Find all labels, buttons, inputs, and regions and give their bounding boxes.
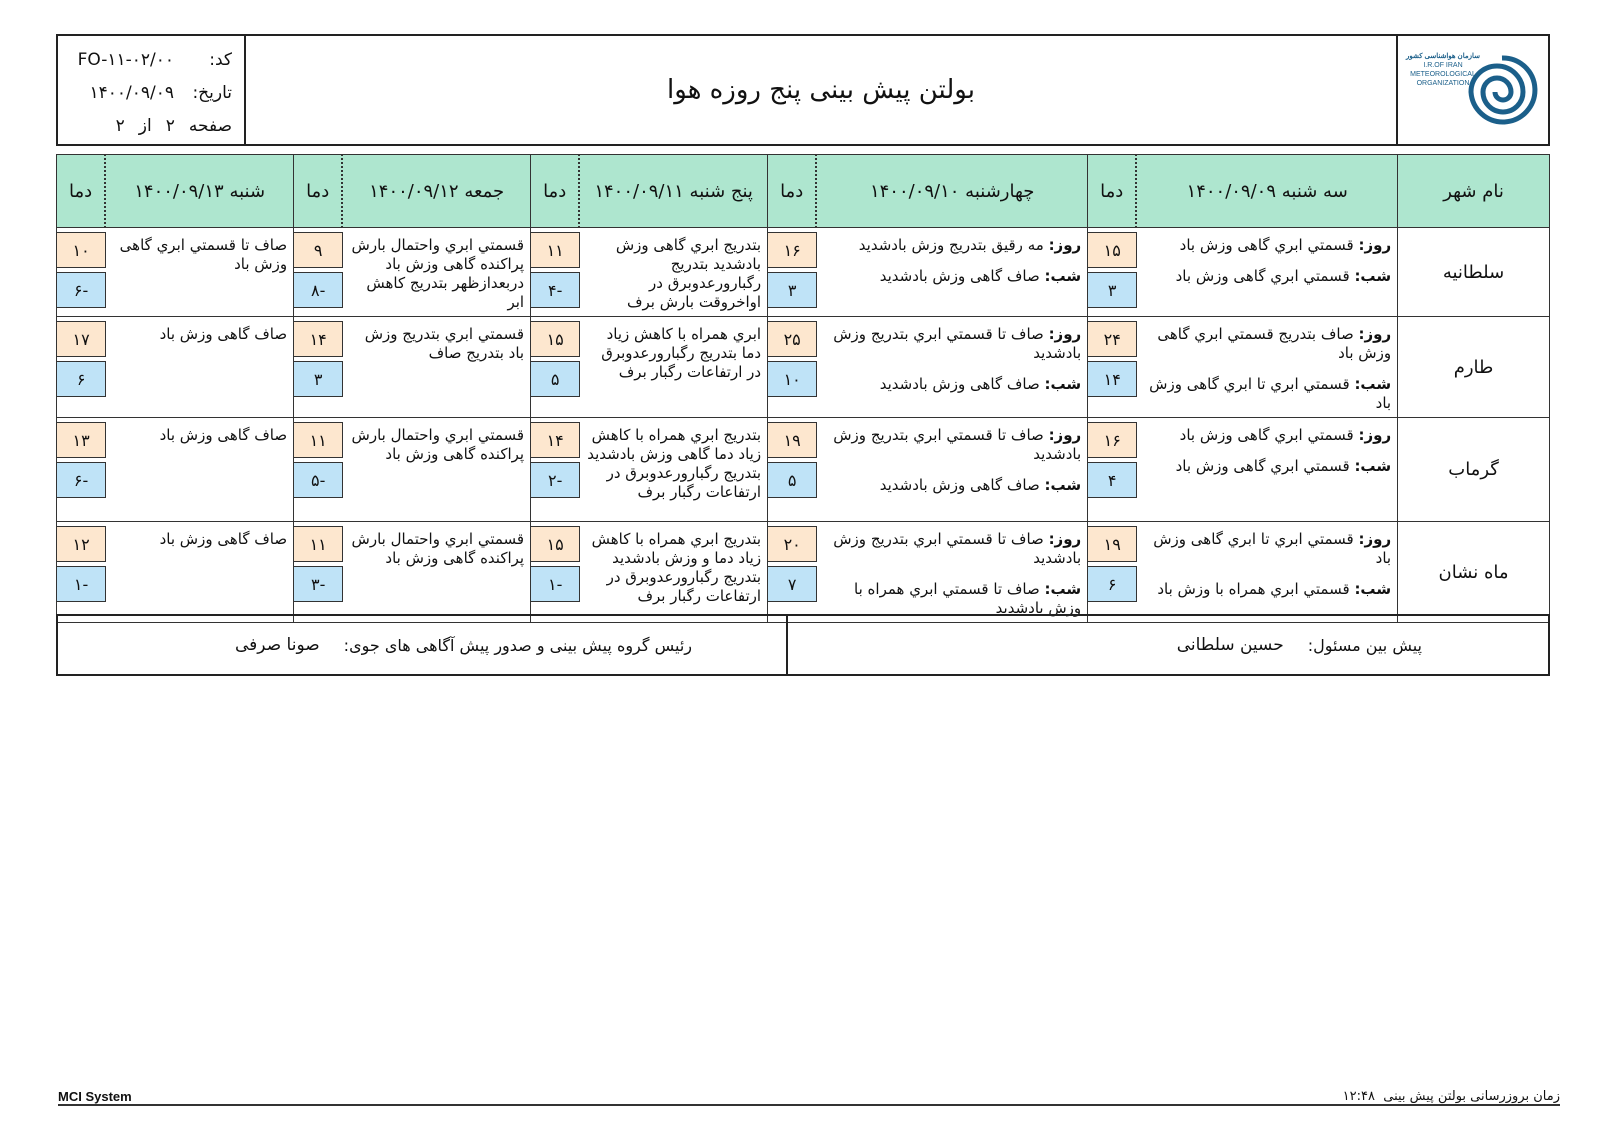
page-title: بولتن پیش بینی پنج روزه هوا xyxy=(667,75,975,105)
min-temp: -۲ xyxy=(530,462,580,498)
temp-header: دما xyxy=(294,155,343,228)
min-temp: -۱ xyxy=(56,566,106,602)
max-temp: ۱۵ xyxy=(530,321,580,357)
max-temp: ۲۴ xyxy=(1087,321,1137,357)
forecast-cell: بتدريج ابري گاهی وزش بادشدید بتدریج رگبارورعدوبرق در اواخروقت بارش برف xyxy=(579,228,767,317)
max-temp: ۱۴ xyxy=(530,422,580,458)
forecast-cell: روز: قسمتي ابري گاهی وزش باد شب: قسمتي ابري گاهی وزش باد xyxy=(1136,228,1397,317)
temp-cell xyxy=(768,522,817,623)
max-temp: ۱۶ xyxy=(767,232,817,268)
forecast-cell: قسمتي ابري واحتمال بارش پراکنده گاهی وزش باد دربعدازظهر بتدریج کاهش ابر xyxy=(342,228,530,317)
forecast-cell: صاف گاهی وزش باد xyxy=(105,522,293,623)
forecast-cell: ابري همراه با کاهش زياد دما بتدريج رگبارورعدوبرق در ارتفاعات رگبار برف xyxy=(579,317,767,418)
table-row xyxy=(57,228,1550,317)
forecast-cell: روز: صاف تا قسمتي ابري بتدريج وزش بادشدید شب: صاف تا قسمتي ابري همراه با وزش بادشدید xyxy=(816,522,1087,623)
min-temp: ۵ xyxy=(767,462,817,498)
temp-cell xyxy=(57,522,106,623)
temp-cell xyxy=(294,522,343,623)
table-row xyxy=(57,522,1550,623)
temp-cell xyxy=(1088,522,1137,623)
day-header-4: جمعه ۱۴۰۰/۰۹/۱۲ xyxy=(342,155,530,228)
date-row: تاریخ: ۱۴۰۰/۰۹/۰۹ xyxy=(58,77,232,110)
forecaster-name: حسین سلطانی xyxy=(1176,635,1284,655)
page-footer xyxy=(58,1082,1560,1106)
day-header-5: شنبه ۱۴۰۰/۰۹/۱۳ xyxy=(105,155,293,228)
max-temp: ۱۱ xyxy=(293,526,343,562)
max-temp: ۱۹ xyxy=(1087,526,1137,562)
forecast-cell: بتدريج ابري همراه با کاهش زياد دما گاهی وزش بادشدید بتدریج رگبارورعدوبرق در ارتفاعات رگبار برف xyxy=(579,418,767,522)
logo-text: سازمان هواشناسی کشور I.R.OF IRAN METEOROLOGICAL ORGANIZATION xyxy=(1406,53,1480,87)
forecast-cell: روز: قسمتي ابري تا ابري گاهی وزش باد شب: قسمتي ابري همراه با وزش باد xyxy=(1136,522,1397,623)
min-temp: -۸ xyxy=(293,272,343,308)
temp-header: دما xyxy=(768,155,817,228)
min-temp: ۶ xyxy=(1087,566,1137,602)
temp-cell xyxy=(57,228,106,317)
temp-cell xyxy=(531,522,580,623)
forecast-cell: صاف گاهی وزش باد xyxy=(105,317,293,418)
temp-cell xyxy=(531,418,580,522)
forecast-cell: قسمتي ابري بتدريج وزش باد بتدريج صاف xyxy=(342,317,530,418)
forecast-cell: روز: صاف بتدريج قسمتي ابري گاهی وزش باد شب: قسمتي ابري تا ابري گاهی وزش باد xyxy=(1136,317,1397,418)
spiral-logo-icon xyxy=(1463,48,1541,132)
min-temp: -۵ xyxy=(293,462,343,498)
code-row: کد: FO-۱۱-۰۲/۰۰ xyxy=(58,44,232,77)
temp-header: دما xyxy=(1088,155,1137,228)
meteorological-organization-logo xyxy=(1403,40,1543,140)
signature-box xyxy=(56,614,1550,676)
forecast-cell: روز: صاف تا قسمتي ابري بتدريج وزش بادشدید شب: صاف گاهی وزش بادشدید xyxy=(816,418,1087,522)
temp-cell xyxy=(768,228,817,317)
system-name: MCI System xyxy=(58,1089,132,1104)
min-temp: -۶ xyxy=(56,462,106,498)
day-header-2: چهارشنبه ۱۴۰۰/۰۹/۱۰ xyxy=(816,155,1087,228)
forecast-cell: قسمتي ابري واحتمال بارش پراکنده گاهی وزش باد xyxy=(342,522,530,623)
bulletin-header xyxy=(56,34,1550,146)
page-row: صفحه ۲ از ۲ xyxy=(115,116,232,136)
min-temp: ۱۴ xyxy=(1087,361,1137,397)
forecast-table xyxy=(56,154,1550,623)
temp-header: دما xyxy=(531,155,580,228)
min-temp: -۶ xyxy=(56,272,106,308)
max-temp: ۱۶ xyxy=(1087,422,1137,458)
max-temp: ۱۳ xyxy=(56,422,106,458)
temp-cell xyxy=(57,317,106,418)
forecaster-signature: پیش بین مسئول: حسین سلطانی xyxy=(1176,635,1422,655)
min-temp: ۷ xyxy=(767,566,817,602)
city-column-header: نام شهر xyxy=(1398,155,1550,228)
max-temp: ۹ xyxy=(293,232,343,268)
logo-cell xyxy=(1396,36,1548,144)
max-temp: ۲۵ xyxy=(767,321,817,357)
table-row xyxy=(57,418,1550,522)
max-temp: ۱۵ xyxy=(530,526,580,562)
table-row xyxy=(57,317,1550,418)
max-temp: ۱۵ xyxy=(1087,232,1137,268)
temp-cell xyxy=(57,418,106,522)
temp-cell xyxy=(294,317,343,418)
forecast-cell: روز: صاف تا قسمتي ابري بتدريج وزش بادشدید شب: صاف گاهی وزش بادشدید xyxy=(816,317,1087,418)
city-name: ماه نشان xyxy=(1398,522,1550,623)
min-temp: ۴ xyxy=(1087,462,1137,498)
min-temp: ۳ xyxy=(767,272,817,308)
forecast-cell: روز: مه رقیق بتدریج وزش بادشدید شب: صاف گاهی وزش بادشدید xyxy=(816,228,1087,317)
temp-cell xyxy=(1088,317,1137,418)
day-header-1: سه شنبه ۱۴۰۰/۰۹/۰۹ xyxy=(1136,155,1397,228)
min-temp: ۶ xyxy=(56,361,106,397)
head-signature: رئیس گروه پیش بینی و صدور پیش آگاهی های جوی: صونا صرفی xyxy=(58,616,788,674)
temp-cell xyxy=(1088,418,1137,522)
max-temp: ۱۹ xyxy=(767,422,817,458)
temp-cell xyxy=(294,418,343,522)
min-temp: ۱۰ xyxy=(767,361,817,397)
min-temp: -۱ xyxy=(530,566,580,602)
city-name: گرماب xyxy=(1398,418,1550,522)
date-value: ۱۴۰۰/۰۹/۰۹ xyxy=(89,83,174,103)
temp-cell xyxy=(531,228,580,317)
forecast-cell: قسمتي ابري واحتمال بارش پراکنده گاهی وزش باد xyxy=(342,418,530,522)
min-temp: -۳ xyxy=(293,566,343,602)
max-temp: ۲۰ xyxy=(767,526,817,562)
min-temp: -۴ xyxy=(530,272,580,308)
update-time: زمان بروزرسانی بولتن پیش بینی ۱۲:۴۸ xyxy=(1342,1089,1560,1104)
max-temp: ۱۱ xyxy=(530,232,580,268)
city-name: طارم xyxy=(1398,317,1550,418)
temp-cell xyxy=(1088,228,1137,317)
head-name: صونا صرفی xyxy=(235,635,320,655)
day-header-3: پنج شنبه ۱۴۰۰/۰۹/۱۱ xyxy=(579,155,767,228)
min-temp: ۵ xyxy=(530,361,580,397)
max-temp: ۱۷ xyxy=(56,321,106,357)
max-temp: ۱۱ xyxy=(293,422,343,458)
forecast-cell: صاف تا قسمتي ابري گاهی وزش باد xyxy=(105,228,293,317)
forecast-cell: صاف گاهی وزش باد xyxy=(105,418,293,522)
forecast-cell: بتدريج ابري همراه با کاهش زياد دما و وزش بادشدید بتدريج رگبارورعدوبرق در ارتفاعات رگبار برف xyxy=(579,522,767,623)
max-temp: ۱۴ xyxy=(293,321,343,357)
temp-cell xyxy=(531,317,580,418)
min-temp: ۳ xyxy=(293,361,343,397)
temp-header: دما xyxy=(57,155,106,228)
city-name: سلطانیه xyxy=(1398,228,1550,317)
forecast-cell: روز: قسمتي ابري گاهی وزش باد شب: قسمتي ابري گاهی وزش باد xyxy=(1136,418,1397,522)
table-header-row xyxy=(57,155,1550,228)
temp-cell xyxy=(294,228,343,317)
max-temp: ۱۲ xyxy=(56,526,106,562)
temp-cell xyxy=(768,418,817,522)
max-temp: ۱۰ xyxy=(56,232,106,268)
document-meta xyxy=(58,36,246,144)
code-value: FO-۱۱-۰۲/۰۰ xyxy=(77,50,174,70)
min-temp: ۳ xyxy=(1087,272,1137,308)
temp-cell xyxy=(768,317,817,418)
